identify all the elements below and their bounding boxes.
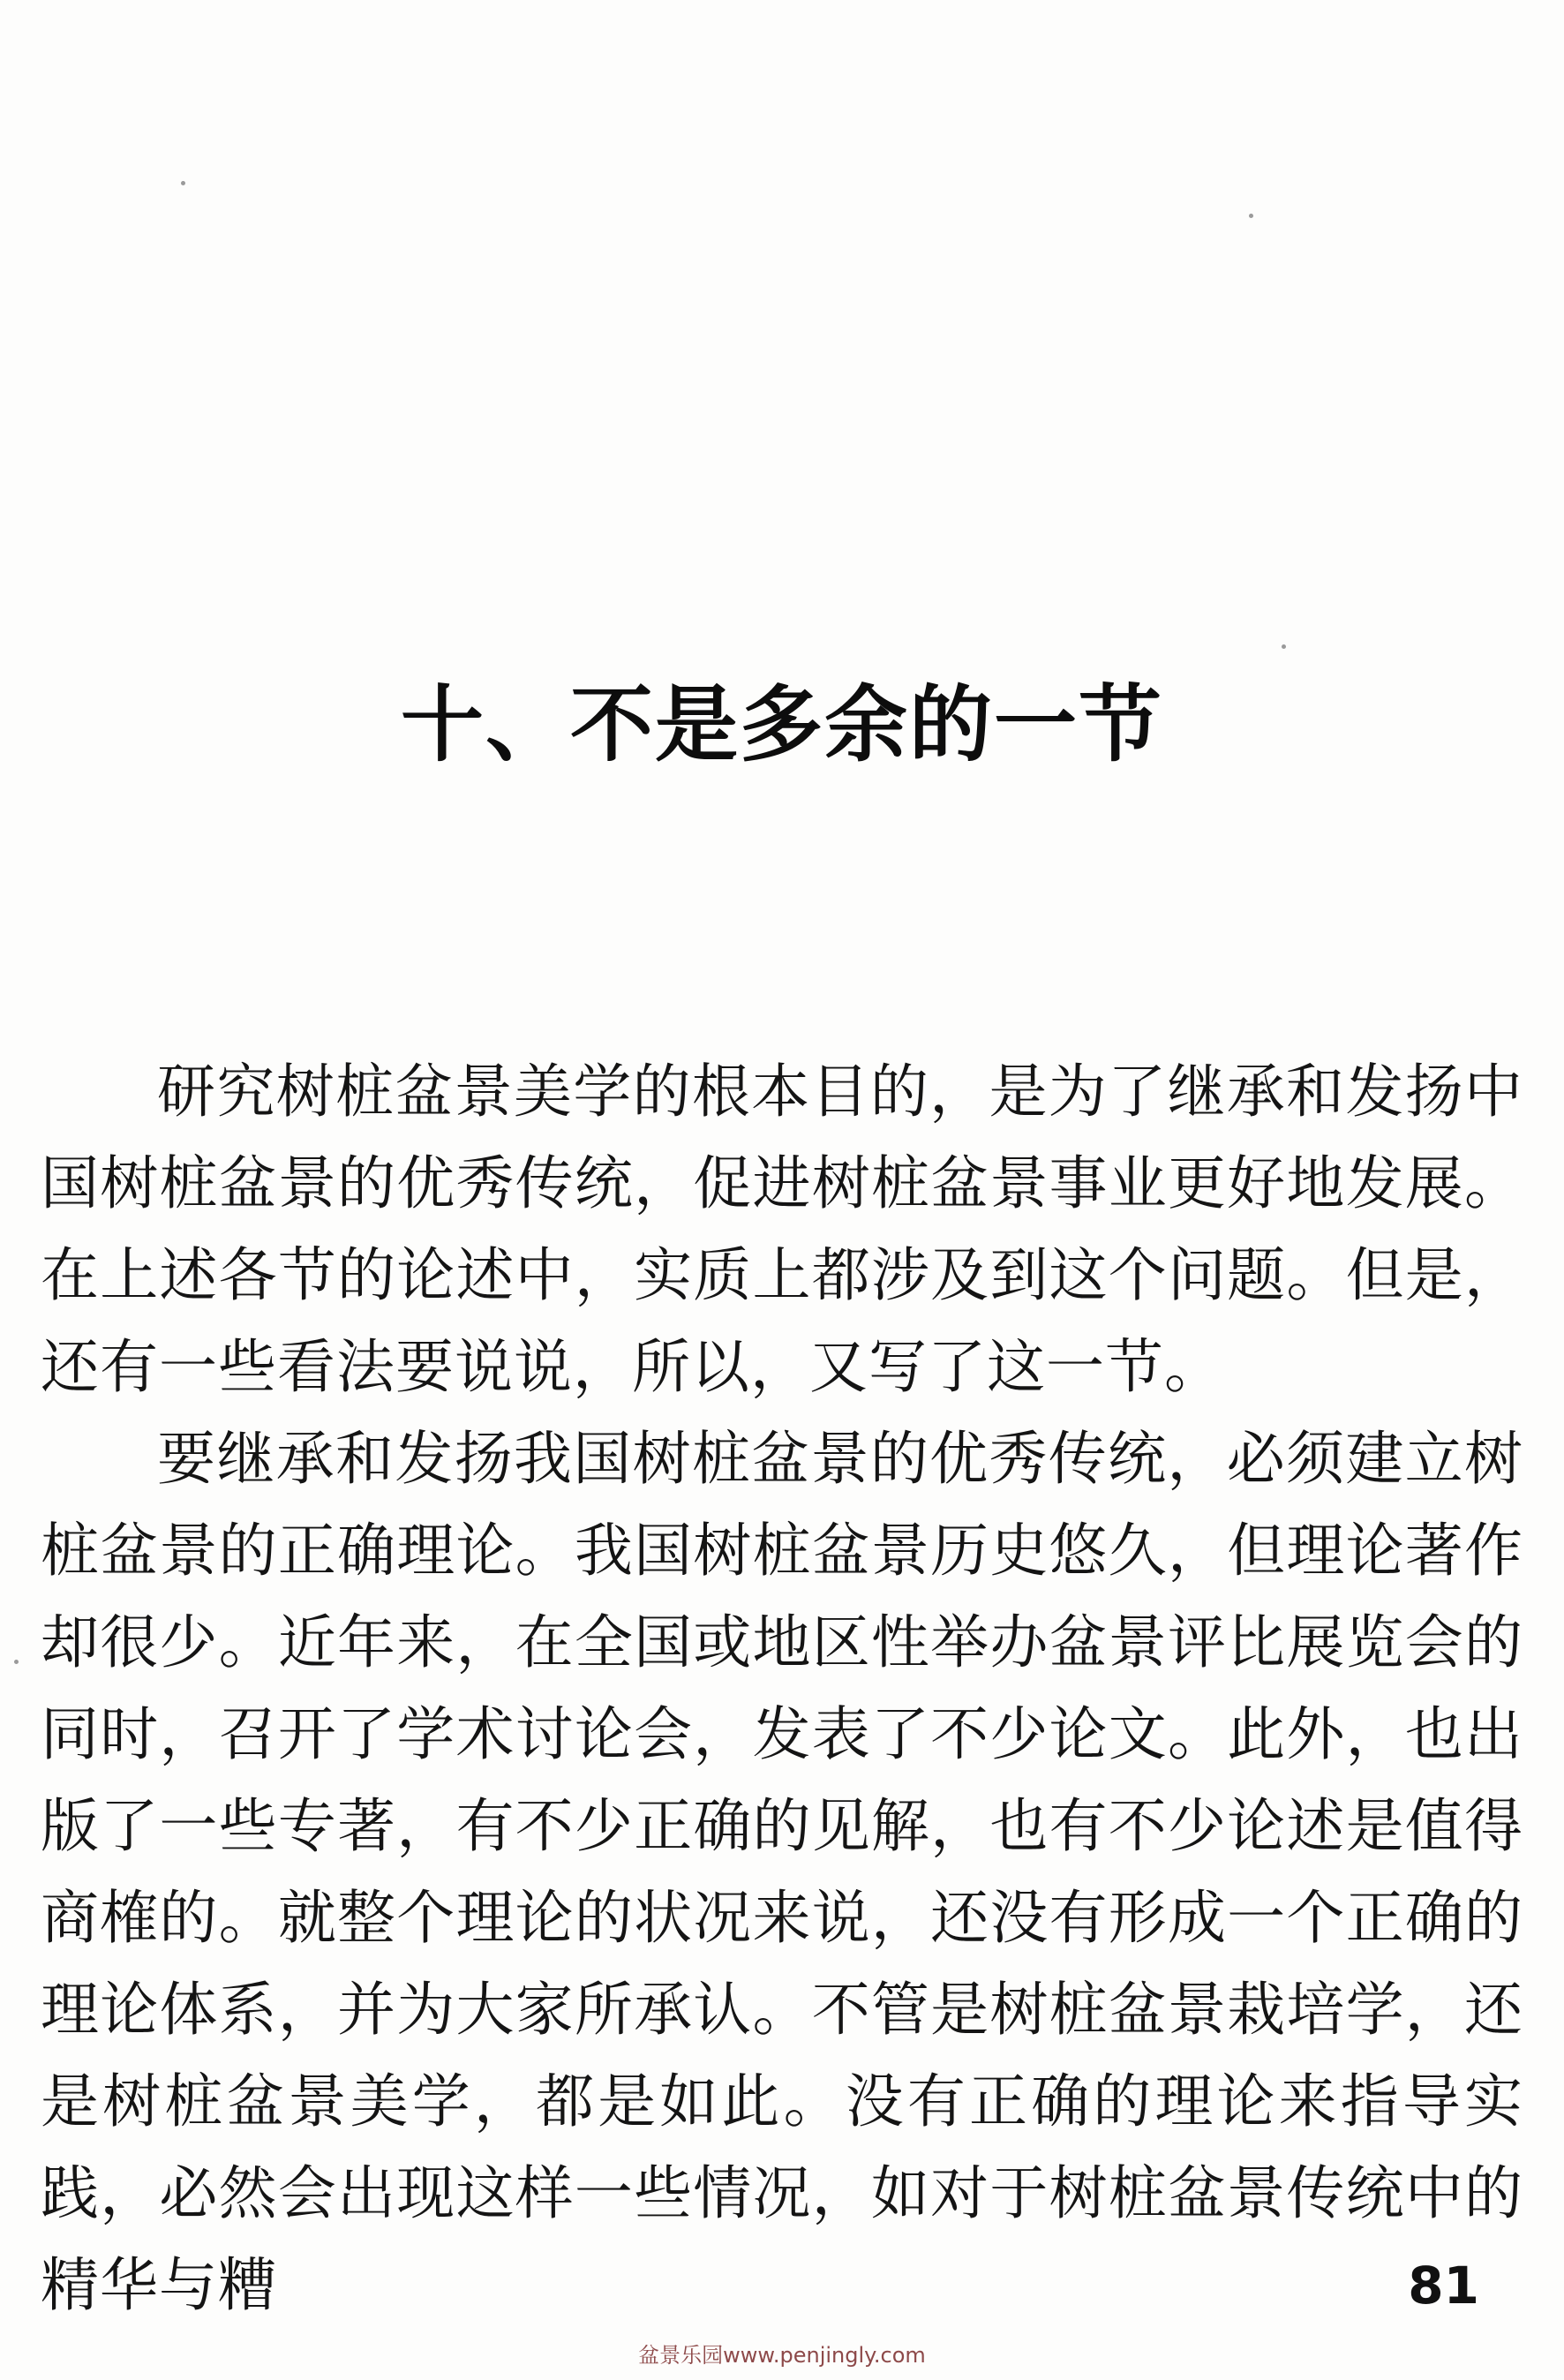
chapter-title: 十、不是多余的一节 (400, 677, 1163, 773)
scan-speck (14, 1660, 19, 1664)
site-watermark: 盆景乐园www.penjingly.com (638, 2343, 926, 2368)
paragraph: 要继承和发扬我国树桩盆景的优秀传统，必须建立树桩盆景的正确理论。我国树桩盆景历史悠久，但理论著作却很少。近年来，在全国或地区性举办盆景评比展览会的同时，召开了学术讨论会，发表了不少论文。此外，也出版了一些专著，有不少正确的见解，也有不少论述是值得商榷的。就整个理论的状况来说，还没有形成一个正确的理论体系，并为大家所承认。不管是树桩盆景栽培学，还是树桩盆景美学，都是如此。没有正确的理论来指导实践，必然会出现这样一些情况，如对于树桩盆景传统中的精华与糟 (41, 1425, 1523, 2319)
paragraph: 研究树桩盆景美学的根本目的，是为了继承和发扬中国树桩盆景的优秀传统，促进树桩盆景事业更好地发展。在上述各节的论述中，实质上都涉及到这个问题。但是，还有一些看法要说说，所以，又写了这一节。 (41, 1058, 1523, 1401)
body-text (41, 1046, 1523, 2331)
scan-speck (181, 181, 185, 185)
scan-speck (1282, 644, 1286, 649)
scan-speck (1249, 214, 1253, 218)
page-number: 81 (1408, 2256, 1479, 2316)
